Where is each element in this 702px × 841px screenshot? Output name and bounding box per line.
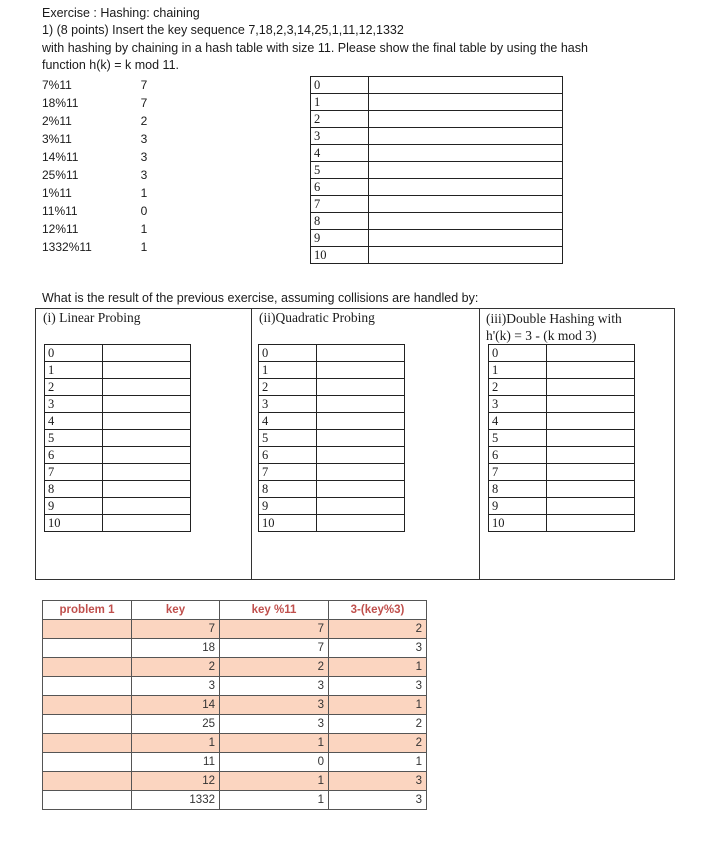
linear-table-slot <box>103 345 191 362</box>
key-mod-11-cell: 0 <box>220 753 329 772</box>
quadratic-table-slot <box>317 515 405 532</box>
linear-table-index: 8 <box>45 481 103 498</box>
problem-cell <box>43 772 132 791</box>
chaining-table-index: 7 <box>311 196 369 213</box>
chaining-table-slot <box>369 213 563 230</box>
double-hashing-formula: h'(k) = 3 - (k mod 3) <box>486 328 597 343</box>
column-divider <box>251 309 252 579</box>
modulo-expression: 7%11 <box>42 78 72 92</box>
modulo-expression: 12%11 <box>42 222 79 236</box>
double-table-slot <box>547 464 635 481</box>
modulo-result: 1 <box>140 240 148 254</box>
linear-table-index: 5 <box>45 430 103 447</box>
linear-table-row <box>45 345 191 362</box>
column-divider <box>479 309 480 579</box>
quadratic-table-index: 4 <box>259 413 317 430</box>
problem-cell <box>43 715 132 734</box>
modulo-expression: 2%11 <box>42 114 72 128</box>
chaining-table-row <box>311 128 563 145</box>
quadratic-table-index: 10 <box>259 515 317 532</box>
double-hashing-heading-line-1: (iii)Double Hashing with <box>486 311 622 326</box>
table-row <box>43 620 427 639</box>
problem-cell <box>43 677 132 696</box>
secondary-hash-cell: 3 <box>329 772 427 791</box>
double-table-index: 2 <box>489 379 547 396</box>
key-mod-11-cell: 3 <box>220 696 329 715</box>
chaining-table-row <box>311 247 563 264</box>
quadratic-table-slot <box>317 379 405 396</box>
double-hashing-heading <box>486 310 622 344</box>
double-table-slot <box>547 447 635 464</box>
chaining-table-row <box>311 111 563 128</box>
double-table-row <box>489 413 635 430</box>
double-table-index: 3 <box>489 396 547 413</box>
chaining-table-row <box>311 94 563 111</box>
problem-cell <box>43 696 132 715</box>
double-table-index: 10 <box>489 515 547 532</box>
linear-table-index: 6 <box>45 447 103 464</box>
key-mod-11-cell: 1 <box>220 791 329 810</box>
linear-table-index: 2 <box>45 379 103 396</box>
double-table-index: 1 <box>489 362 547 379</box>
table-row <box>43 715 427 734</box>
double-table-row <box>489 379 635 396</box>
linear-table-slot <box>103 464 191 481</box>
chaining-table-index: 8 <box>311 213 369 230</box>
header-key-mod-11: key %11 <box>220 601 329 620</box>
linear-table-index: 4 <box>45 413 103 430</box>
table-row <box>43 791 427 810</box>
chaining-table-index: 4 <box>311 145 369 162</box>
double-table-slot <box>547 345 635 362</box>
secondary-hash-cell: 2 <box>329 620 427 639</box>
chaining-table-slot <box>369 247 563 264</box>
secondary-hash-cell: 2 <box>329 715 427 734</box>
modulo-result: 3 <box>140 168 148 182</box>
double-table-slot <box>547 413 635 430</box>
secondary-hash-cell: 1 <box>329 658 427 677</box>
chaining-table-slot <box>369 128 563 145</box>
chaining-table-index: 3 <box>311 128 369 145</box>
linear-table-row <box>45 498 191 515</box>
problem-statement-line-3: function h(k) = k mod 11. <box>42 58 179 72</box>
secondary-hash-cell: 3 <box>329 677 427 696</box>
quadratic-table-index: 6 <box>259 447 317 464</box>
modulo-expression: 3%11 <box>42 132 72 146</box>
key-mod-11-cell: 3 <box>220 715 329 734</box>
linear-table-row <box>45 413 191 430</box>
modulo-expression: 18%11 <box>42 96 79 110</box>
key-cell: 11 <box>132 753 220 772</box>
double-table-index: 7 <box>489 464 547 481</box>
quadratic-table-row <box>259 447 405 464</box>
double-table-slot <box>547 396 635 413</box>
modulo-result: 2 <box>140 114 148 128</box>
linear-table-row <box>45 362 191 379</box>
table-row <box>43 677 427 696</box>
double-table-row <box>489 498 635 515</box>
key-cell: 1 <box>132 734 220 753</box>
problem-cell <box>43 658 132 677</box>
quadratic-table-slot <box>317 498 405 515</box>
linear-probing-table <box>44 344 191 532</box>
table-row <box>43 639 427 658</box>
linear-table-index: 3 <box>45 396 103 413</box>
double-table-index: 6 <box>489 447 547 464</box>
secondary-hash-cell: 1 <box>329 753 427 772</box>
double-table-slot <box>547 362 635 379</box>
header-problem-1: problem 1 <box>43 601 132 620</box>
linear-table-index: 7 <box>45 464 103 481</box>
quadratic-table-index: 5 <box>259 430 317 447</box>
linear-table-index: 9 <box>45 498 103 515</box>
quadratic-table-index: 2 <box>259 379 317 396</box>
double-table-index: 5 <box>489 430 547 447</box>
quadratic-table-row <box>259 430 405 447</box>
quadratic-probing-table <box>258 344 405 532</box>
quadratic-table-row <box>259 413 405 430</box>
quadratic-table-slot <box>317 464 405 481</box>
chaining-table-index: 6 <box>311 179 369 196</box>
chaining-table-slot <box>369 230 563 247</box>
linear-table-row <box>45 447 191 464</box>
quadratic-table-row <box>259 362 405 379</box>
chaining-table-slot <box>369 162 563 179</box>
problem-cell <box>43 753 132 772</box>
secondary-hash-cell: 3 <box>329 791 427 810</box>
chaining-table-slot <box>369 111 563 128</box>
problem-cell <box>43 620 132 639</box>
linear-table-slot <box>103 413 191 430</box>
double-table-index: 8 <box>489 481 547 498</box>
quadratic-table-row <box>259 481 405 498</box>
double-table-row <box>489 481 635 498</box>
header-secondary-hash: 3-(key%3) <box>329 601 427 620</box>
quadratic-table-index: 1 <box>259 362 317 379</box>
quadratic-table-row <box>259 515 405 532</box>
linear-table-slot <box>103 447 191 464</box>
linear-probing-heading: (i) Linear Probing <box>43 310 141 325</box>
linear-table-row <box>45 379 191 396</box>
table-row <box>43 696 427 715</box>
quadratic-table-slot <box>317 362 405 379</box>
key-cell: 18 <box>132 639 220 658</box>
chaining-table-index: 10 <box>311 247 369 264</box>
double-table-slot <box>547 498 635 515</box>
double-table-index: 0 <box>489 345 547 362</box>
modulo-result: 3 <box>140 150 148 164</box>
linear-table-index: 0 <box>45 345 103 362</box>
quadratic-table-row <box>259 379 405 396</box>
linear-table-slot <box>103 515 191 532</box>
double-table-slot <box>547 430 635 447</box>
chaining-table-slot <box>369 77 563 94</box>
key-mod-11-cell: 1 <box>220 772 329 791</box>
table-row <box>43 753 427 772</box>
linear-table-index: 1 <box>45 362 103 379</box>
double-table-row <box>489 362 635 379</box>
chaining-table-row <box>311 213 563 230</box>
secondary-hash-cell: 3 <box>329 639 427 658</box>
linear-table-slot <box>103 396 191 413</box>
modulo-expression: 14%11 <box>42 150 79 164</box>
linear-table-slot <box>103 362 191 379</box>
table-row <box>43 734 427 753</box>
collision-question: What is the result of the previous exercise, assuming collisions are handled by: <box>42 291 479 305</box>
quadratic-table-row <box>259 498 405 515</box>
double-hashing-table <box>488 344 635 532</box>
key-mod-11-cell: 7 <box>220 639 329 658</box>
chaining-table-index: 2 <box>311 111 369 128</box>
quadratic-table-slot <box>317 430 405 447</box>
key-mod-11-cell: 3 <box>220 677 329 696</box>
linear-table-slot <box>103 430 191 447</box>
double-table-row <box>489 396 635 413</box>
linear-table-row <box>45 464 191 481</box>
linear-table-slot <box>103 481 191 498</box>
quadratic-table-row <box>259 345 405 362</box>
chaining-table-row <box>311 230 563 247</box>
chaining-table-slot <box>369 145 563 162</box>
quadratic-table-slot <box>317 447 405 464</box>
double-table-row <box>489 464 635 481</box>
quadratic-probing-heading: (ii)Quadratic Probing <box>259 310 375 325</box>
quadratic-table-slot <box>317 396 405 413</box>
double-table-index: 9 <box>489 498 547 515</box>
problem-statement-line-2: with hashing by chaining in a hash table with size 11. Please show the final table by using the hash <box>42 41 588 55</box>
double-table-row <box>489 447 635 464</box>
modulo-expression: 1332%11 <box>42 240 92 254</box>
linear-table-row <box>45 430 191 447</box>
quadratic-table-index: 3 <box>259 396 317 413</box>
quadratic-table-slot <box>317 413 405 430</box>
chaining-hash-table <box>310 76 563 264</box>
problem-cell <box>43 639 132 658</box>
problem-statement-line-1: 1) (8 points) Insert the key sequence 7,18,2,3,14,25,1,11,12,1332 <box>42 23 404 37</box>
linear-table-row <box>45 396 191 413</box>
key-mod-11-cell: 1 <box>220 734 329 753</box>
double-table-slot <box>547 379 635 396</box>
quadratic-table-index: 9 <box>259 498 317 515</box>
table-row <box>43 772 427 791</box>
modulo-result: 1 <box>140 186 148 200</box>
chaining-table-row <box>311 77 563 94</box>
quadratic-table-row <box>259 396 405 413</box>
problem-cell <box>43 734 132 753</box>
quadratic-table-index: 8 <box>259 481 317 498</box>
key-mod-11-cell: 7 <box>220 620 329 639</box>
linear-table-row <box>45 515 191 532</box>
chaining-table-slot <box>369 196 563 213</box>
linear-table-row <box>45 481 191 498</box>
modulo-result: 7 <box>140 78 148 92</box>
modulo-expression: 1%11 <box>42 186 72 200</box>
double-table-row <box>489 345 635 362</box>
chaining-table-row <box>311 196 563 213</box>
chaining-table-row <box>311 179 563 196</box>
chaining-table-row <box>311 145 563 162</box>
chaining-table-index: 1 <box>311 94 369 111</box>
key-cell: 3 <box>132 677 220 696</box>
chaining-table-slot <box>369 179 563 196</box>
double-table-index: 4 <box>489 413 547 430</box>
key-cell: 14 <box>132 696 220 715</box>
exercise-title: Exercise : Hashing: chaining <box>42 6 200 20</box>
chaining-table-index: 5 <box>311 162 369 179</box>
key-mod-11-cell: 2 <box>220 658 329 677</box>
problem-cell <box>43 791 132 810</box>
chaining-table-index: 0 <box>311 77 369 94</box>
quadratic-table-slot <box>317 481 405 498</box>
key-cell: 12 <box>132 772 220 791</box>
secondary-hash-cell: 2 <box>329 734 427 753</box>
double-table-slot <box>547 515 635 532</box>
linear-table-slot <box>103 498 191 515</box>
header-key: key <box>132 601 220 620</box>
double-table-row <box>489 430 635 447</box>
quadratic-table-slot <box>317 345 405 362</box>
key-cell: 2 <box>132 658 220 677</box>
table-row <box>43 658 427 677</box>
modulo-result: 3 <box>140 132 148 146</box>
key-hash-values-table <box>42 600 427 810</box>
chaining-table-row <box>311 162 563 179</box>
key-cell: 1332 <box>132 791 220 810</box>
linear-table-slot <box>103 379 191 396</box>
quadratic-table-index: 7 <box>259 464 317 481</box>
modulo-result: 1 <box>140 222 148 236</box>
modulo-result: 7 <box>140 96 148 110</box>
modulo-expression: 11%11 <box>42 204 78 218</box>
key-cell: 25 <box>132 715 220 734</box>
double-table-row <box>489 515 635 532</box>
double-table-slot <box>547 481 635 498</box>
modulo-result: 0 <box>140 204 148 218</box>
chaining-table-slot <box>369 94 563 111</box>
quadratic-table-row <box>259 464 405 481</box>
quadratic-table-index: 0 <box>259 345 317 362</box>
linear-table-index: 10 <box>45 515 103 532</box>
secondary-hash-cell: 1 <box>329 696 427 715</box>
key-cell: 7 <box>132 620 220 639</box>
chaining-table-index: 9 <box>311 230 369 247</box>
modulo-expression: 25%11 <box>42 168 79 182</box>
